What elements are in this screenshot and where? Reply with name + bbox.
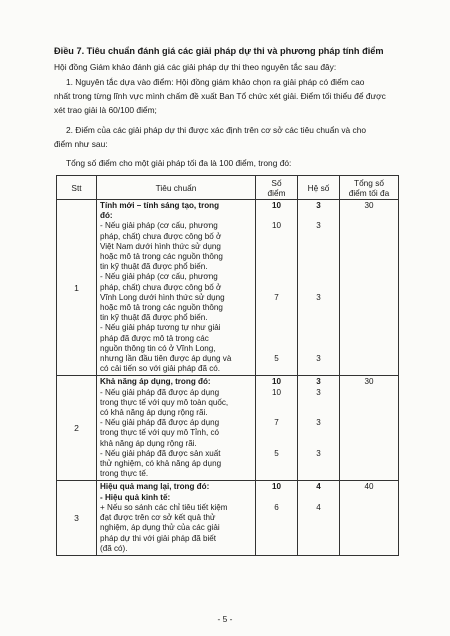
group-1-item-1-line: pháp, chất) chưa được công bố ở	[100, 231, 222, 241]
group-1-item-1-line: hoặc mô tả trong các nguồn thông	[100, 252, 223, 262]
group-1-item-1-line: Việt Nam dưới hình thức sử dụng	[100, 241, 221, 251]
paragraph-1-line-1: 1. Nguyên tắc dựa vào điểm: Hội đồng giám khảo chọn ra giải pháp có điểm cao	[66, 77, 365, 87]
group-1-coefficients	[298, 200, 340, 376]
group-1-item-3-line: nhưng lần đầu tiên được áp dụng và	[100, 354, 232, 364]
group-2-item-1-line: - Nếu giải pháp đã được áp dụng	[100, 387, 220, 397]
group-2-item-3-score: 5	[274, 448, 279, 458]
group-1-item-3-score: 5	[274, 353, 279, 363]
group-3-max-value: 40	[364, 482, 374, 492]
group-3-criteria	[97, 481, 256, 555]
header-score-line-1: Số	[271, 177, 282, 188]
paragraph-3: Tổng số điểm cho một giải pháp tối đa là 100 điểm, trong đó:	[66, 158, 292, 168]
group-2-item-1-coef: 3	[316, 387, 321, 397]
header-coefficient: Hệ số	[298, 176, 340, 200]
group-2-item-2-coef: 3	[316, 418, 321, 428]
group-2-item-2-line: - Nếu giải pháp đã được áp dụng	[100, 418, 220, 428]
group-1-title-line-1: Tính mới – tính sáng tạo, trong	[100, 201, 220, 210]
group-2-item-1-score: 10	[271, 387, 281, 397]
group-2-item-3-coef: 3	[316, 448, 321, 458]
group-3-coef: 4	[316, 482, 321, 492]
group-3-item-1-coef: 4	[316, 502, 321, 512]
group-3-score: 10	[271, 482, 281, 492]
group-1-criteria	[97, 200, 256, 376]
group-2-item-1-line: có khả năng áp dụng rộng rãi.	[100, 408, 208, 418]
group-3-stt: 3	[57, 481, 97, 555]
group-3-item-1-score: 6	[274, 502, 279, 512]
group-2-item-3-line: trong thực tế.	[100, 469, 149, 479]
paragraph-1-line-2: nhất trong từng lĩnh vực mình chấm đề xuất Ban Tổ chức xét giải. Điểm tối thiểu để được	[54, 91, 386, 101]
header-score	[256, 176, 298, 200]
group-3-item-1-line: pháp dự thi với giải pháp đã biết	[100, 533, 217, 543]
criteria-table	[56, 175, 399, 556]
group-1-item-1-coef: 3	[316, 221, 321, 231]
table-header-row	[57, 176, 399, 200]
group-1-max-value: 30	[364, 201, 374, 210]
group-2-max-value: 30	[364, 377, 374, 387]
group-1-item-1-score: 10	[271, 221, 281, 231]
header-max-line-2: điểm tối đa	[348, 187, 390, 198]
table-row-group-1	[57, 200, 399, 376]
group-2-stt: 2	[57, 376, 97, 481]
group-3-title: Hiệu quả mang lại, trong đó:	[100, 482, 210, 492]
group-2-title: Khả năng áp dụng, trong đó:	[100, 377, 211, 387]
group-1-title-line-2: đó:	[100, 211, 113, 221]
group-2-item-2-line: trong thực tế với quy mô Tỉnh, có	[100, 428, 219, 438]
group-1-coef: 3	[316, 201, 321, 210]
group-1-item-2-line: - Nếu giải pháp (cơ cấu, phương	[100, 272, 218, 282]
group-3-coefficients	[298, 481, 340, 555]
group-2-score: 10	[271, 377, 281, 387]
group-1-item-3-line: nguồn thông tin có ở Vĩnh Long,	[100, 343, 216, 353]
group-1-item-1-line: - Nếu giải pháp (cơ cấu, phương	[100, 221, 218, 231]
group-1-item-2-line: tin kỹ thuật đã được phổ biến.	[100, 313, 208, 323]
header-stt: Stt	[57, 176, 97, 200]
group-1-item-3-line: - Nếu giải pháp tương tự như giải	[100, 323, 221, 333]
group-1-item-2-score: 7	[274, 292, 279, 302]
intro-paragraph: Hội đồng Giám khảo đánh giá các giải pháp dự thi theo nguyên tắc sau đây:	[54, 62, 337, 72]
table-row-group-3	[57, 481, 399, 555]
group-1-item-2-line: Vĩnh Long dưới hình thức sử dụng	[100, 292, 225, 302]
paragraph-2-line-2: điểm như sau:	[54, 139, 108, 149]
group-3-item-1-line: (đã có).	[100, 543, 128, 553]
group-3-subtitle: - Hiệu quả kinh tế:	[100, 492, 171, 502]
group-2-item-2-score: 7	[274, 418, 279, 428]
group-1-item-1-line: tin kỹ thuật đã được phổ biến.	[100, 262, 208, 272]
group-1-score: 10	[271, 201, 281, 210]
group-2-item-3-line: - Nếu giải pháp đã được sản xuất	[100, 448, 221, 458]
group-2-coefficients	[298, 376, 340, 481]
group-1-item-2-line: hoặc mô tả trong các nguồn thông	[100, 303, 223, 313]
header-criteria: Tiêu chuẩn	[97, 176, 256, 200]
header-score-line-2: điểm	[267, 187, 286, 198]
group-2-item-3-line: thử nghiệm, có khả năng áp dụng	[100, 459, 222, 469]
group-2-item-1-line: trong thực tế với quy mô toàn quốc,	[100, 397, 229, 407]
group-1-max	[340, 200, 399, 376]
group-1-stt: 1	[57, 200, 97, 376]
header-max-score	[340, 176, 399, 200]
group-3-scores	[256, 481, 298, 555]
group-2-criteria	[97, 376, 256, 481]
page-number: - 5 -	[217, 614, 233, 624]
group-1-item-2-line: pháp, chất) chưa được công bố ở	[100, 282, 222, 292]
group-1-scores	[256, 200, 298, 376]
group-3-item-1-line: đạt được trên cơ sở kết quả thử	[100, 513, 216, 523]
group-2-item-2-line: khả năng áp dụng rộng rãi.	[100, 438, 197, 448]
group-2-coef: 3	[316, 377, 321, 387]
group-1-item-3-line: có cải tiến so với giải pháp đã có.	[100, 364, 221, 374]
group-2-max	[340, 376, 399, 481]
group-1-item-3-line: pháp đã được mô tả trong các	[100, 333, 209, 343]
paragraph-2-line-1: 2. Điểm của các giải pháp dự thi được xác định trên cơ sở các tiêu chuẩn và cho	[66, 125, 367, 135]
table-row-group-2	[57, 376, 399, 481]
article-heading: Điều 7. Tiêu chuẩn đánh giá các giải pháp dự thi và phương pháp tính điểm	[54, 46, 384, 56]
group-1-item-2-coef: 3	[316, 292, 321, 302]
group-3-max	[340, 481, 399, 555]
group-3-item-1-line: + Nếu so sánh các chỉ tiêu tiết kiệm	[100, 502, 228, 512]
group-2-scores	[256, 376, 298, 481]
group-1-item-3-coef: 3	[316, 353, 321, 363]
header-max-line-1: Tổng số	[354, 177, 384, 188]
paragraph-1-line-3: xét trao giải là 60/100 điểm;	[54, 105, 157, 115]
group-3-item-1-line: nghiệm, áp dụng thử của các giải	[100, 523, 220, 533]
